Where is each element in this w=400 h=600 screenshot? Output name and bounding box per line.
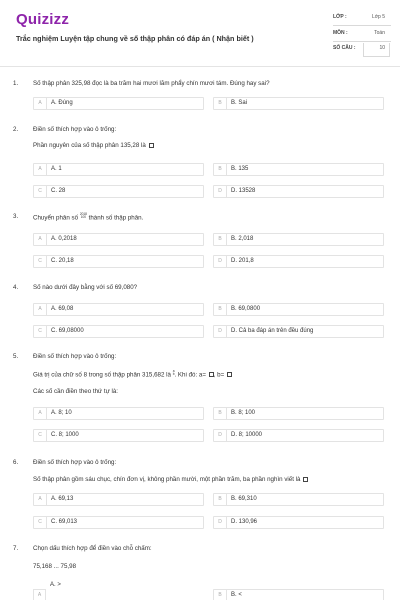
question-text: Chọn dấu thích hợp để điền vào chỗ chấm: bbox=[33, 545, 152, 552]
question-text bbox=[33, 213, 143, 221]
answer-blank-box[interactable] bbox=[149, 143, 154, 148]
answer-option-c[interactable] bbox=[33, 429, 204, 442]
option-text: B. < bbox=[231, 592, 242, 598]
header-divider bbox=[0, 66, 400, 67]
option-letter: C bbox=[34, 517, 47, 528]
answer-option-a[interactable] bbox=[33, 493, 204, 506]
option-text: B. 69,0800 bbox=[231, 306, 261, 312]
option-letter: D bbox=[214, 326, 227, 337]
option-text: A. 1 bbox=[51, 166, 62, 172]
answer-option-d[interactable] bbox=[213, 429, 384, 442]
answer-option-b[interactable] bbox=[213, 407, 384, 420]
option-letter: C bbox=[34, 326, 47, 337]
fraction-denominator: 100 bbox=[80, 215, 87, 220]
answer-blank-box[interactable] bbox=[303, 477, 308, 482]
option-text: A. 69,13 bbox=[51, 496, 74, 502]
answer-option-b[interactable] bbox=[213, 163, 384, 176]
question-subtext bbox=[33, 476, 308, 483]
answer-option-a[interactable] bbox=[33, 581, 204, 600]
subject-value: Toán bbox=[374, 30, 385, 36]
option-text: B. 69,310 bbox=[231, 496, 257, 502]
answer-option-b[interactable] bbox=[213, 303, 384, 316]
option-letter: D bbox=[214, 517, 227, 528]
fraction bbox=[80, 213, 87, 220]
subtext: Số thập phân gồm sáu chục, chín đơn vị, không phần mười, một phần trăm, ba phần nghìn viết là bbox=[33, 476, 301, 483]
option-letter: B bbox=[214, 408, 227, 419]
option-letter: B bbox=[214, 590, 227, 600]
question-text: Số thập phân 325,98 đọc là ba trăm hai mươi lăm phẩy chín mươi tám. Đúng hay sai? bbox=[33, 80, 270, 87]
subtext-end: , b= bbox=[213, 371, 225, 379]
option-letter: C bbox=[34, 256, 47, 267]
option-letter: A bbox=[34, 408, 47, 419]
answer-blank-box-b[interactable] bbox=[227, 372, 232, 377]
fraction-numerator: a bbox=[172, 369, 175, 373]
divider bbox=[333, 41, 391, 42]
text-after: thành số thập phân. bbox=[88, 214, 144, 222]
option-letter: A bbox=[34, 494, 47, 505]
question-text: Điền số thích hợp vào ô trống: bbox=[33, 126, 117, 133]
subtext-mid: . Khi đó: a= bbox=[174, 371, 206, 379]
option-letter: D bbox=[214, 186, 227, 197]
answer-option-a[interactable] bbox=[33, 97, 204, 110]
option-letter: B bbox=[214, 494, 227, 505]
option-text: A. 0,2018 bbox=[51, 236, 77, 242]
answer-option-b[interactable] bbox=[213, 233, 384, 246]
option-text: A. 8; 10 bbox=[51, 410, 72, 416]
option-text: C. 69,08000 bbox=[51, 328, 84, 334]
option-text: D. 130,96 bbox=[231, 519, 258, 525]
class-label: LỚP : bbox=[333, 14, 347, 20]
question-text: Điền số thích hợp vào ô trống: bbox=[33, 353, 117, 360]
question-number: 3. bbox=[13, 213, 19, 220]
answer-option-d[interactable] bbox=[213, 325, 384, 338]
answer-option-d[interactable] bbox=[213, 185, 384, 198]
option-text: D. 13528 bbox=[231, 188, 256, 194]
option-letter: A bbox=[34, 164, 47, 175]
answer-option-a[interactable] bbox=[33, 233, 204, 246]
option-text: A. > bbox=[50, 582, 61, 588]
option-letter: C bbox=[34, 430, 47, 441]
option-letter: B bbox=[214, 164, 227, 175]
option-letter: B bbox=[214, 234, 227, 245]
answer-option-c[interactable] bbox=[33, 325, 204, 338]
class-value: Lớp 5 bbox=[371, 14, 385, 20]
question-number: 6. bbox=[13, 459, 19, 466]
option-text: A. Đúng bbox=[51, 100, 73, 106]
quizizz-logo: Quizizz bbox=[16, 11, 70, 28]
answer-option-a[interactable] bbox=[33, 303, 204, 316]
option-letter: B bbox=[214, 304, 227, 315]
option-letter: D bbox=[214, 256, 227, 267]
divider bbox=[333, 25, 391, 26]
option-text: C. 20,18 bbox=[51, 258, 74, 264]
worksheet-title: Trắc nghiệm Luyện tập chung về số thập phân có đáp án ( Nhận biết ) bbox=[16, 34, 254, 43]
option-text: C. 69,013 bbox=[51, 519, 78, 525]
option-text: D. Cả ba đáp án trên đều đúng bbox=[231, 328, 314, 334]
question-count-box bbox=[363, 43, 390, 57]
text-before: Chuyển phân số bbox=[33, 214, 79, 222]
answer-option-c[interactable] bbox=[33, 255, 204, 268]
answer-option-b[interactable] bbox=[213, 493, 384, 506]
question-subtext bbox=[33, 370, 232, 378]
fraction-numerator: 2018 bbox=[79, 212, 87, 216]
answer-option-a[interactable] bbox=[33, 163, 204, 176]
question-count-value: 10 bbox=[379, 45, 385, 51]
option-text: A. 69,08 bbox=[51, 306, 74, 312]
option-letter: A bbox=[33, 589, 46, 600]
question-number: 7. bbox=[13, 545, 19, 552]
option-letter: C bbox=[34, 186, 47, 197]
answer-option-d[interactable] bbox=[213, 255, 384, 268]
question-number: 1. bbox=[13, 80, 19, 87]
option-letter: D bbox=[214, 430, 227, 441]
question-number: 4. bbox=[13, 284, 19, 291]
subtext: Giá trị của chữ số 8 trong số thập phân 315,682 là bbox=[33, 371, 171, 379]
answer-option-a[interactable] bbox=[33, 407, 204, 420]
option-text: B. 8; 100 bbox=[231, 410, 256, 416]
question-text: Điền số thích hợp vào ô trống: bbox=[33, 459, 117, 466]
question-subtext: 75,168 ... 75,98 bbox=[33, 563, 77, 570]
option-text: C. 8; 1000 bbox=[51, 432, 79, 438]
answer-option-b[interactable] bbox=[213, 589, 384, 600]
question-subtext-2: Các số cần điền theo thứ tự là: bbox=[33, 388, 118, 395]
worksheet-header bbox=[0, 0, 400, 66]
answer-option-b[interactable] bbox=[213, 97, 384, 110]
fraction-denominator: b bbox=[172, 372, 175, 377]
question-count-label: SỐ CÂU : bbox=[333, 45, 356, 51]
option-letter: A bbox=[34, 304, 47, 315]
question-text: Số nào dưới đây bằng với số 69,080? bbox=[33, 284, 138, 291]
option-text: C. 28 bbox=[51, 188, 66, 194]
option-text: B. 2,018 bbox=[231, 236, 254, 242]
option-letter: A bbox=[34, 98, 47, 109]
answer-option-d[interactable] bbox=[213, 516, 384, 529]
option-text: B. Sai bbox=[231, 100, 248, 106]
question-number: 5. bbox=[13, 353, 19, 360]
question-number: 2. bbox=[13, 126, 19, 133]
option-text: D. 201,8 bbox=[231, 258, 254, 264]
option-text: D. 8; 10000 bbox=[231, 432, 263, 438]
answer-option-c[interactable] bbox=[33, 185, 204, 198]
answer-option-c[interactable] bbox=[33, 516, 204, 529]
subtext: Phần nguyên của số thập phân 135,28 là bbox=[33, 142, 146, 149]
question-subtext bbox=[33, 142, 154, 149]
subject-label: MÔN : bbox=[333, 30, 348, 36]
option-letter: A bbox=[34, 234, 47, 245]
option-letter: B bbox=[214, 98, 227, 109]
option-text: B. 135 bbox=[231, 166, 249, 172]
